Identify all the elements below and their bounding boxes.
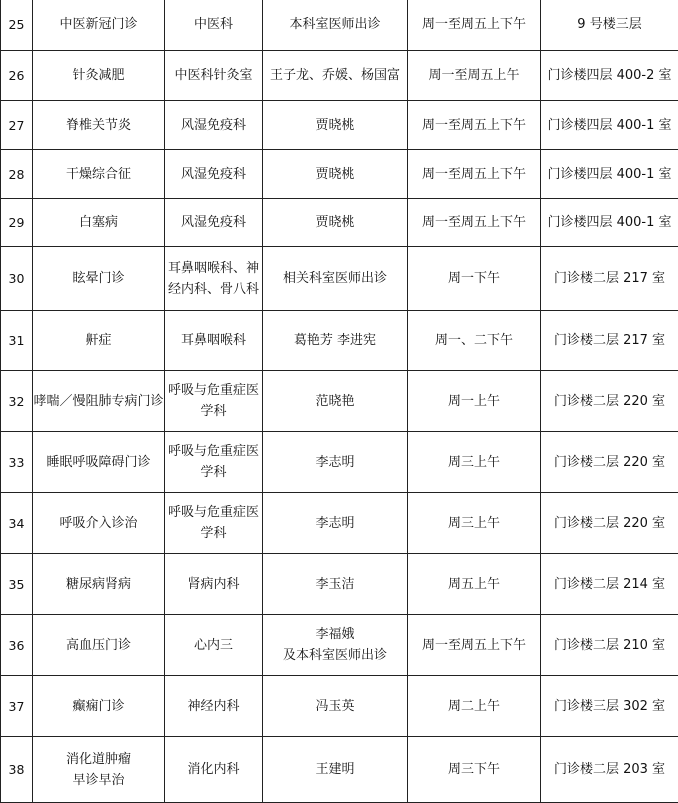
department-cell-line: 中医科	[165, 14, 262, 35]
doctor-cell-line: 贾晓桃	[263, 164, 407, 185]
clinic-name-cell-line: 消化道肿瘤	[33, 749, 164, 770]
department-cell-line: 学科	[165, 462, 262, 483]
table-row	[1, 615, 678, 676]
doctor-cell-line: 李玉洁	[263, 574, 407, 595]
department-cell	[165, 199, 263, 247]
clinic-time-cell	[408, 432, 541, 493]
clinic-time-cell	[408, 0, 541, 51]
doctor-cell-line: 王子龙、乔媛、杨国富	[263, 65, 407, 86]
clinic-name-cell	[33, 737, 165, 803]
clinic-time-cell-line: 周一、二下午	[408, 330, 540, 351]
location-cell-line: 门诊楼二层 214 室	[541, 574, 678, 595]
doctor-cell-line: 贾晓桃	[263, 115, 407, 136]
row-number: 28	[1, 150, 33, 199]
table-row	[1, 199, 678, 247]
clinic-time-cell	[408, 199, 541, 247]
clinic-time-cell	[408, 493, 541, 554]
doctor-cell-line: 李志明	[263, 513, 407, 534]
department-cell-line: 呼吸与危重症医	[165, 441, 262, 462]
clinic-time-cell	[408, 150, 541, 199]
clinic-name-cell	[33, 150, 165, 199]
row-number: 32	[1, 371, 33, 432]
table-row	[1, 150, 678, 199]
department-cell	[165, 247, 263, 311]
clinic-name-cell	[33, 311, 165, 371]
location-cell-line: 门诊楼二层 210 室	[541, 635, 678, 656]
row-number: 29	[1, 199, 33, 247]
doctor-cell	[263, 676, 408, 737]
clinic-name-cell	[33, 0, 165, 51]
clinic-time-cell	[408, 676, 541, 737]
department-cell	[165, 432, 263, 493]
location-cell	[541, 432, 678, 493]
clinic-name-cell-line: 癫痫门诊	[33, 696, 164, 717]
department-cell	[165, 311, 263, 371]
location-cell-line: 门诊楼四层 400-1 室	[541, 212, 678, 233]
clinic-time-cell-line: 周三下午	[408, 759, 540, 780]
clinic-time-cell	[408, 311, 541, 371]
clinic-name-cell-line: 高血压门诊	[33, 635, 164, 656]
doctor-cell	[263, 615, 408, 676]
doctor-cell-line: 相关科室医师出诊	[263, 268, 407, 289]
location-cell-line: 门诊楼四层 400-2 室	[541, 65, 678, 86]
department-cell	[165, 371, 263, 432]
location-cell	[541, 371, 678, 432]
doctor-cell	[263, 150, 408, 199]
clinic-name-cell-line: 干燥综合征	[33, 164, 164, 185]
clinic-name-cell	[33, 676, 165, 737]
location-cell-line: 门诊楼三层 302 室	[541, 696, 678, 717]
doctor-cell	[263, 737, 408, 803]
clinic-time-cell	[408, 51, 541, 101]
location-cell-line: 门诊楼二层 217 室	[541, 330, 678, 351]
clinic-name-cell-line: 中医新冠门诊	[33, 14, 164, 35]
doctor-cell-line: 李志明	[263, 452, 407, 473]
table-row	[1, 51, 678, 101]
location-cell	[541, 615, 678, 676]
department-cell-line: 学科	[165, 401, 262, 422]
table-body	[1, 0, 678, 803]
clinic-time-cell-line: 周三上午	[408, 452, 540, 473]
location-cell-line: 门诊楼四层 400-1 室	[541, 164, 678, 185]
clinic-time-cell	[408, 737, 541, 803]
location-cell-line: 门诊楼二层 217 室	[541, 268, 678, 289]
clinic-time-cell	[408, 615, 541, 676]
department-cell-line: 风湿免疫科	[165, 164, 262, 185]
department-cell-line: 肾病内科	[165, 574, 262, 595]
doctor-cell	[263, 554, 408, 615]
doctor-cell-line: 本科室医师出诊	[263, 14, 407, 35]
clinic-time-cell-line: 周一至周五上下午	[408, 212, 540, 233]
table-row	[1, 676, 678, 737]
department-cell-line: 学科	[165, 523, 262, 544]
row-number: 27	[1, 101, 33, 150]
doctor-cell-line: 贾晓桃	[263, 212, 407, 233]
department-cell-line: 耳鼻咽喉科	[165, 330, 262, 351]
row-number: 26	[1, 51, 33, 101]
doctor-cell-line: 范晓艳	[263, 391, 407, 412]
clinic-time-cell-line: 周一至周五上下午	[408, 14, 540, 35]
department-cell-line: 神经内科	[165, 696, 262, 717]
clinic-name-cell	[33, 493, 165, 554]
clinic-name-cell-line: 针灸减肥	[33, 65, 164, 86]
location-cell	[541, 311, 678, 371]
department-cell	[165, 0, 263, 51]
location-cell-line: 门诊楼二层 203 室	[541, 759, 678, 780]
doctor-cell	[263, 51, 408, 101]
table-row	[1, 554, 678, 615]
clinic-time-cell-line: 周五上午	[408, 574, 540, 595]
department-cell	[165, 554, 263, 615]
clinic-name-cell-line: 糖尿病肾病	[33, 574, 164, 595]
location-cell	[541, 737, 678, 803]
clinic-time-cell	[408, 371, 541, 432]
table-row	[1, 371, 678, 432]
doctor-cell	[263, 432, 408, 493]
doctor-cell	[263, 311, 408, 371]
location-cell	[541, 247, 678, 311]
department-cell	[165, 737, 263, 803]
row-number: 25	[1, 0, 33, 51]
clinic-name-cell	[33, 101, 165, 150]
row-number: 31	[1, 311, 33, 371]
department-cell-line: 中医科针灸室	[165, 65, 262, 86]
clinic-time-cell	[408, 554, 541, 615]
row-number: 36	[1, 615, 33, 676]
clinic-name-cell-line: 睡眠呼吸障碍门诊	[33, 452, 164, 473]
row-number: 33	[1, 432, 33, 493]
clinic-time-cell-line: 周三上午	[408, 513, 540, 534]
department-cell	[165, 101, 263, 150]
clinic-time-cell-line: 周一上午	[408, 391, 540, 412]
row-number: 30	[1, 247, 33, 311]
doctor-cell-line: 葛艳芳 李进宪	[263, 330, 407, 351]
doctor-cell	[263, 247, 408, 311]
table-row	[1, 101, 678, 150]
doctor-cell-line: 李福娥	[263, 624, 407, 645]
clinic-time-cell-line: 周一至周五上下午	[408, 635, 540, 656]
clinic-name-cell-line: 哮喘／慢阻肺专病门诊	[33, 391, 164, 412]
department-cell	[165, 51, 263, 101]
department-cell-line: 风湿免疫科	[165, 212, 262, 233]
row-number: 35	[1, 554, 33, 615]
table-row	[1, 737, 678, 803]
department-cell-line: 消化内科	[165, 759, 262, 780]
location-cell	[541, 0, 678, 51]
location-cell	[541, 493, 678, 554]
location-cell-line: 9 号楼三层	[541, 14, 678, 35]
department-cell	[165, 676, 263, 737]
department-cell	[165, 615, 263, 676]
clinic-name-cell-line: 呼吸介入诊治	[33, 513, 164, 534]
doctor-cell	[263, 199, 408, 247]
location-cell-line: 门诊楼二层 220 室	[541, 513, 678, 534]
clinic-time-cell	[408, 247, 541, 311]
department-cell-line: 耳鼻咽喉科、神	[165, 258, 262, 279]
clinic-name-cell	[33, 432, 165, 493]
doctor-cell	[263, 0, 408, 51]
clinic-name-cell	[33, 51, 165, 101]
location-cell	[541, 51, 678, 101]
location-cell	[541, 150, 678, 199]
doctor-cell	[263, 101, 408, 150]
table-row	[1, 247, 678, 311]
department-cell	[165, 493, 263, 554]
clinic-name-cell-line: 白塞病	[33, 212, 164, 233]
department-cell	[165, 150, 263, 199]
department-cell-line: 呼吸与危重症医	[165, 380, 262, 401]
clinic-name-cell	[33, 247, 165, 311]
doctor-cell	[263, 493, 408, 554]
doctor-cell-line: 冯玉英	[263, 696, 407, 717]
location-cell	[541, 554, 678, 615]
location-cell	[541, 101, 678, 150]
table-row	[1, 493, 678, 554]
clinic-name-cell	[33, 615, 165, 676]
clinic-name-cell-line: 鼾症	[33, 330, 164, 351]
clinic-time-cell-line: 周一至周五上午	[408, 65, 540, 86]
department-cell-line: 心内三	[165, 635, 262, 656]
table-row	[1, 311, 678, 371]
clinic-name-cell	[33, 554, 165, 615]
clinic-name-cell	[33, 371, 165, 432]
department-cell-line: 风湿免疫科	[165, 115, 262, 136]
doctor-cell-line: 王建明	[263, 759, 407, 780]
clinic-name-cell-line: 眩晕门诊	[33, 268, 164, 289]
clinic-name-cell	[33, 199, 165, 247]
doctor-cell	[263, 371, 408, 432]
department-cell-line: 呼吸与危重症医	[165, 502, 262, 523]
row-number: 34	[1, 493, 33, 554]
location-cell-line: 门诊楼二层 220 室	[541, 391, 678, 412]
clinic-time-cell-line: 周一下午	[408, 268, 540, 289]
clinic-time-cell	[408, 101, 541, 150]
clinic-time-cell-line: 周一至周五上下午	[408, 164, 540, 185]
department-cell-line: 经内科、骨八科	[165, 279, 262, 300]
location-cell	[541, 199, 678, 247]
location-cell-line: 门诊楼四层 400-1 室	[541, 115, 678, 136]
row-number: 38	[1, 737, 33, 803]
clinic-name-cell-line: 早诊早治	[33, 770, 164, 791]
clinic-time-cell-line: 周一至周五上下午	[408, 115, 540, 136]
doctor-cell-line: 及本科室医师出诊	[263, 645, 407, 666]
clinic-time-cell-line: 周二上午	[408, 696, 540, 717]
table-row	[1, 0, 678, 51]
location-cell-line: 门诊楼二层 220 室	[541, 452, 678, 473]
table-row	[1, 432, 678, 493]
row-number: 37	[1, 676, 33, 737]
clinic-name-cell-line: 脊椎关节炎	[33, 115, 164, 136]
location-cell	[541, 676, 678, 737]
